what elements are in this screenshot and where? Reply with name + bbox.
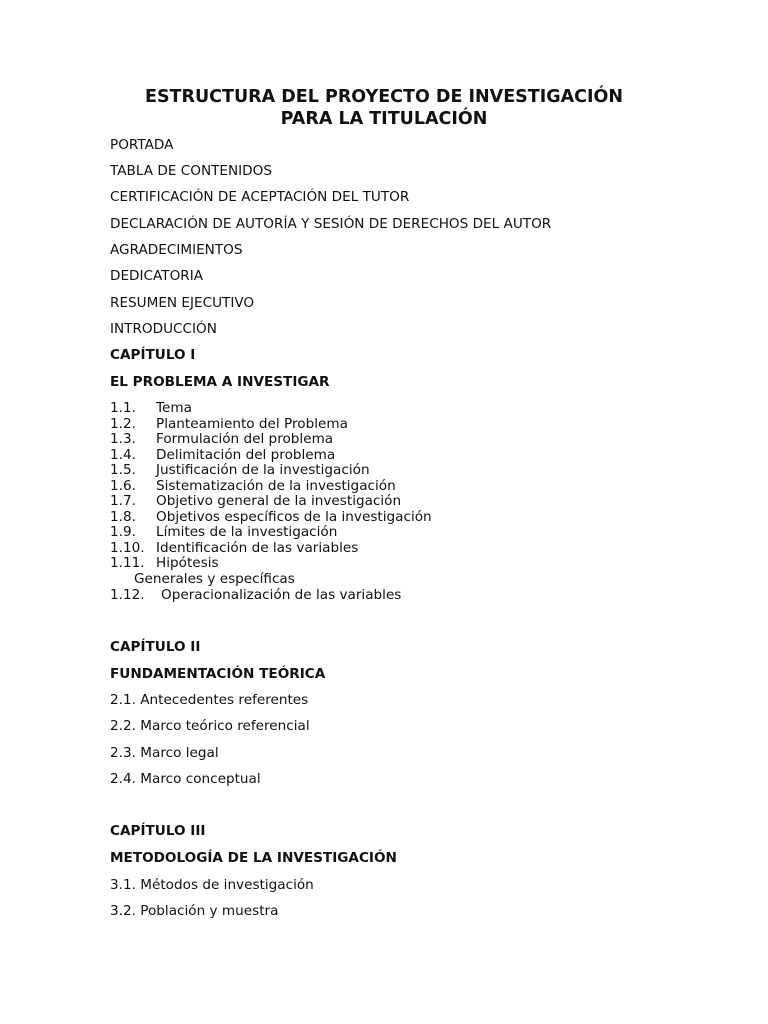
front-matter-item: DECLARACIÓN DE AUTORÍA Y SESIÓN DE DERECHOS DEL AUTOR <box>110 216 552 232</box>
front-matter-item: DEDICATORIA <box>110 268 204 284</box>
chapter-1-heading: CAPÍTULO I <box>110 347 196 363</box>
toc-item-number: 1.4. <box>110 446 136 463</box>
chapter-2-heading: CAPÍTULO II <box>110 639 201 655</box>
toc-item-text: Sistematización de la investigación <box>156 477 396 494</box>
document-title-line-2: PARA LA TITULACIÓN <box>280 109 488 129</box>
toc-item-number: 1.11. <box>110 555 145 571</box>
toc-item-text: Justificación de la investigación <box>156 462 370 478</box>
toc-item-text: Tema <box>156 400 192 416</box>
toc-item-number: 1.8. <box>110 508 136 525</box>
toc-item-number: 1.7. <box>110 493 136 509</box>
toc-item-number: 1.5. <box>110 462 136 478</box>
toc-item-text: Objetivos específicos de la investigación <box>156 508 432 525</box>
toc-item-text: Hipótesis <box>156 555 219 571</box>
front-matter-item: INTRODUCCIÓN <box>110 321 217 337</box>
toc-item-text: Formulación del problema <box>156 431 334 447</box>
chapter-3-title: METODOLOGÍA DE LA INVESTIGACIÓN <box>110 850 397 866</box>
front-matter-item: TABLA DE CONTENIDOS <box>110 163 272 179</box>
toc-item <box>110 586 401 604</box>
toc-item: 3.2. Población y muestra <box>110 903 279 919</box>
toc-item-number: 1.2. <box>110 415 136 432</box>
toc-item-text: Objetivo general de la investigación <box>156 493 402 509</box>
toc-item: 2.1. Antecedentes referentes <box>110 692 309 708</box>
toc-item: 3.1. Métodos de investigación <box>110 877 314 893</box>
front-matter-item: AGRADECIMIENTOS <box>110 242 243 258</box>
toc-item-text: Identificación de las variables <box>156 539 359 556</box>
toc-sub-note: Generales y específicas <box>134 570 295 587</box>
toc-item-text: Límites de la investigación <box>156 524 338 540</box>
toc-item-text: Planteamiento del Problema <box>156 415 348 432</box>
front-matter-item: CERTIFICACIÓN DE ACEPTACIÓN DEL TUTOR <box>110 189 410 205</box>
front-matter-item: PORTADA <box>110 137 174 153</box>
chapter-2-title: FUNDAMENTACIÓN TEÓRICA <box>110 666 326 682</box>
toc-item: 2.3. Marco legal <box>110 745 219 761</box>
chapter-3-heading: CAPÍTULO III <box>110 823 206 839</box>
toc-item: 2.4. Marco conceptual <box>110 771 261 787</box>
chapter-1-title: EL PROBLEMA A INVESTIGAR <box>110 374 330 390</box>
toc-item-number: 1.12. <box>110 587 145 603</box>
toc-item-text: Delimitación del problema <box>156 446 336 463</box>
toc-item: 2.2. Marco teórico referencial <box>110 718 310 734</box>
toc-item-number: 1.6. <box>110 477 136 494</box>
toc-item-text: Operacionalización de las variables <box>161 587 402 603</box>
toc-item-number: 1.9. <box>110 524 136 540</box>
front-matter-item: RESUMEN EJECUTIVO <box>110 295 255 311</box>
toc-item-number: 1.3. <box>110 431 136 447</box>
toc-item-number: 1.10. <box>110 539 145 556</box>
document-title-line-1: ESTRUCTURA DEL PROYECTO DE INVESTIGACIÓN <box>144 87 623 107</box>
toc-item-number: 1.1. <box>110 400 136 416</box>
